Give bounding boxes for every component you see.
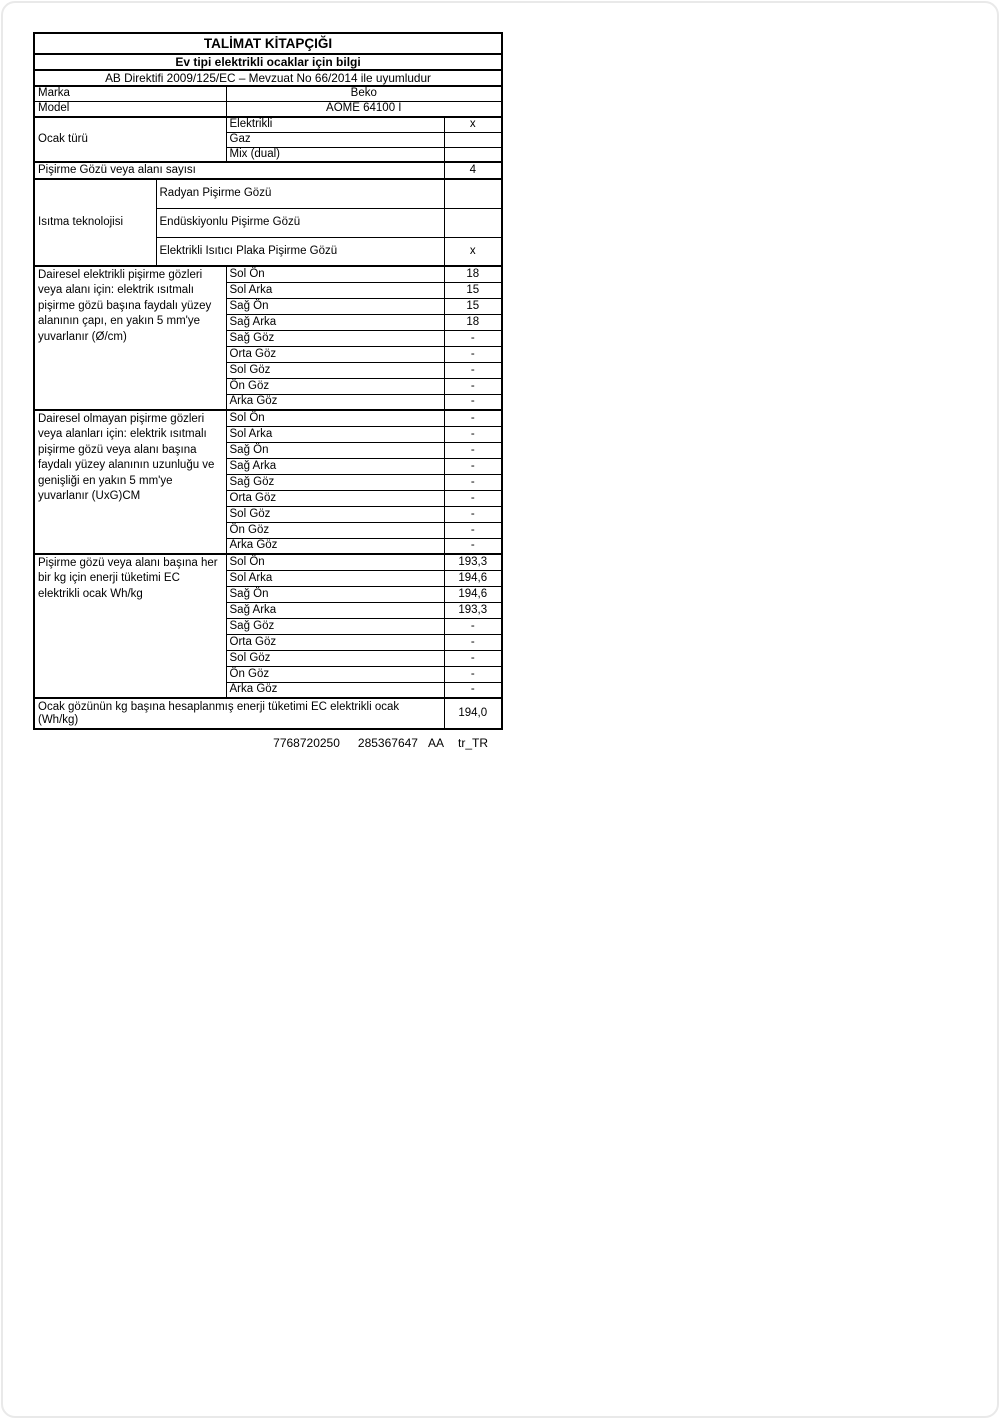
- row-label: Sol Arka: [226, 570, 444, 586]
- row-value: [444, 132, 502, 147]
- total-energy-label: Ocak gözünün kg başına hesaplanmış enerji tüketimi EC elektrikli ocak (Wh/kg): [34, 698, 444, 729]
- row-label: Orta Göz: [226, 346, 444, 362]
- model-label: Model: [34, 101, 226, 117]
- table-row: [34, 162, 502, 179]
- section-circular-diameter: [34, 266, 502, 410]
- row-label: Ön Göz: [226, 378, 444, 394]
- row-label: Sağ Arka: [226, 602, 444, 618]
- row-label: Ön Göz: [226, 522, 444, 538]
- row-label: Radyan Pişirme Gözü: [156, 179, 444, 208]
- row-value: 193,3: [444, 602, 502, 618]
- table-row: [34, 266, 502, 282]
- row-value: 15: [444, 298, 502, 314]
- footer-revision: AA: [427, 736, 444, 750]
- row-value: [444, 179, 502, 208]
- row-label: Sol Arka: [226, 426, 444, 442]
- row-label: Sol Ön: [226, 554, 444, 570]
- row-label: Orta Göz: [226, 490, 444, 506]
- row-value: -: [444, 426, 502, 442]
- row-label: Mix (dual): [226, 147, 444, 162]
- row-value: 18: [444, 314, 502, 330]
- zone-count-label: Pişirme Gözü veya alanı sayısı: [34, 162, 444, 179]
- row-value: -: [444, 378, 502, 394]
- row-label: Sol Ön: [226, 266, 444, 282]
- brand-value: Beko: [226, 86, 502, 101]
- header-section: [34, 33, 502, 117]
- row-label: Sağ Arka: [226, 458, 444, 474]
- row-label: Arka Göz: [226, 394, 444, 410]
- row-value: -: [444, 362, 502, 378]
- row-label: Sol Göz: [226, 650, 444, 666]
- total-energy-value: 194,0: [444, 698, 502, 729]
- row-value: 193,3: [444, 554, 502, 570]
- row-value: -: [444, 538, 502, 554]
- row-label: Sol Arka: [226, 282, 444, 298]
- doc-title: TALİMAT KİTAPÇIĞI: [34, 33, 502, 54]
- row-value: 194,6: [444, 586, 502, 602]
- doc-subtitle: Ev tipi elektrikli ocaklar için bilgi: [34, 54, 502, 70]
- row-value: -: [444, 618, 502, 634]
- table-row: [34, 70, 502, 86]
- footer-language: tr_TR: [458, 736, 488, 750]
- total-section: [34, 698, 502, 729]
- row-value: 15: [444, 282, 502, 298]
- table-row: [34, 554, 502, 570]
- row-label: Ön Göz: [226, 666, 444, 682]
- row-value: -: [444, 490, 502, 506]
- row-value: [444, 208, 502, 237]
- row-value: -: [444, 650, 502, 666]
- brand-label: Marka: [34, 86, 226, 101]
- row-value: x: [444, 117, 502, 132]
- table-row: [34, 33, 502, 54]
- row-value: x: [444, 237, 502, 266]
- heating-tech-label: Isıtma teknolojisi: [34, 179, 156, 266]
- row-value: -: [444, 442, 502, 458]
- row-label: Orta Göz: [226, 634, 444, 650]
- row-value: 194,6: [444, 570, 502, 586]
- footer-code: 285367647: [357, 736, 418, 750]
- row-label: Endüskiyonlu Pişirme Gözü: [156, 208, 444, 237]
- model-value: AOME 64100 I: [226, 101, 502, 117]
- table-row: [34, 117, 502, 132]
- section-energy-consumption: [34, 554, 502, 698]
- row-label: Elektrikli: [226, 117, 444, 132]
- row-value: -: [444, 410, 502, 426]
- row-value: -: [444, 474, 502, 490]
- row-value: -: [444, 458, 502, 474]
- row-label: Sağ Arka: [226, 314, 444, 330]
- row-value: -: [444, 634, 502, 650]
- product-fiche: [33, 32, 501, 750]
- document-footer: [33, 736, 501, 750]
- product-info-table: [33, 32, 503, 730]
- table-row: [34, 54, 502, 70]
- hob-type-label: Ocak türü: [34, 117, 226, 162]
- row-label: Sol Göz: [226, 506, 444, 522]
- heating-tech-section: [34, 179, 502, 266]
- table-row: [34, 179, 502, 208]
- row-label: Sağ Ön: [226, 298, 444, 314]
- footer-doc-number: 7768720250: [273, 736, 340, 750]
- row-label: Gaz: [226, 132, 444, 147]
- row-value: [444, 147, 502, 162]
- row-label: Sağ Ön: [226, 586, 444, 602]
- hob-type-section: [34, 117, 502, 179]
- row-label: Sağ Göz: [226, 474, 444, 490]
- row-label: Elektrikli Isıtıcı Plaka Pişirme Gözü: [156, 237, 444, 266]
- section-label: Pişirme gözü veya alanı başına her bir kg için enerji tüketimi EC elektrikli ocak Wh/kg: [34, 554, 226, 698]
- row-label: Sağ Göz: [226, 618, 444, 634]
- row-label: Sağ Göz: [226, 330, 444, 346]
- section-label: Dairesel elektrikli pişirme gözleri veya alanı için: elektrik ısıtmalı pişirme gözü başına faydalı yüzey alanının çapı, en yakın 5 mm'ye yuvarlanır (Ø/cm): [34, 266, 226, 410]
- row-label: Sol Ön: [226, 410, 444, 426]
- table-row: [34, 101, 502, 117]
- section-noncircular-dimensions: [34, 410, 502, 554]
- row-value: -: [444, 330, 502, 346]
- row-label: Sol Göz: [226, 362, 444, 378]
- row-value: -: [444, 506, 502, 522]
- row-label: Arka Göz: [226, 682, 444, 698]
- row-label: Sağ Ön: [226, 442, 444, 458]
- row-value: -: [444, 346, 502, 362]
- table-row: [34, 86, 502, 101]
- directive-note: AB Direktifi 2009/125/EC – Mevzuat No 66/2014 ile uyumludur: [34, 70, 502, 86]
- table-row: [34, 698, 502, 729]
- table-row: [34, 410, 502, 426]
- row-value: -: [444, 682, 502, 698]
- row-label: Arka Göz: [226, 538, 444, 554]
- row-value: -: [444, 394, 502, 410]
- row-value: -: [444, 666, 502, 682]
- row-value: -: [444, 522, 502, 538]
- row-value: 18: [444, 266, 502, 282]
- zone-count-value: 4: [444, 162, 502, 179]
- section-label: Dairesel olmayan pişirme gözleri veya alanları için: elektrik ısıtmalı pişirme gözü veya alanı başına faydalı yüzey alanının uzunluğu ve genişliği en yakın 5 mm'ye yuvarlanır (UxG)CM: [34, 410, 226, 554]
